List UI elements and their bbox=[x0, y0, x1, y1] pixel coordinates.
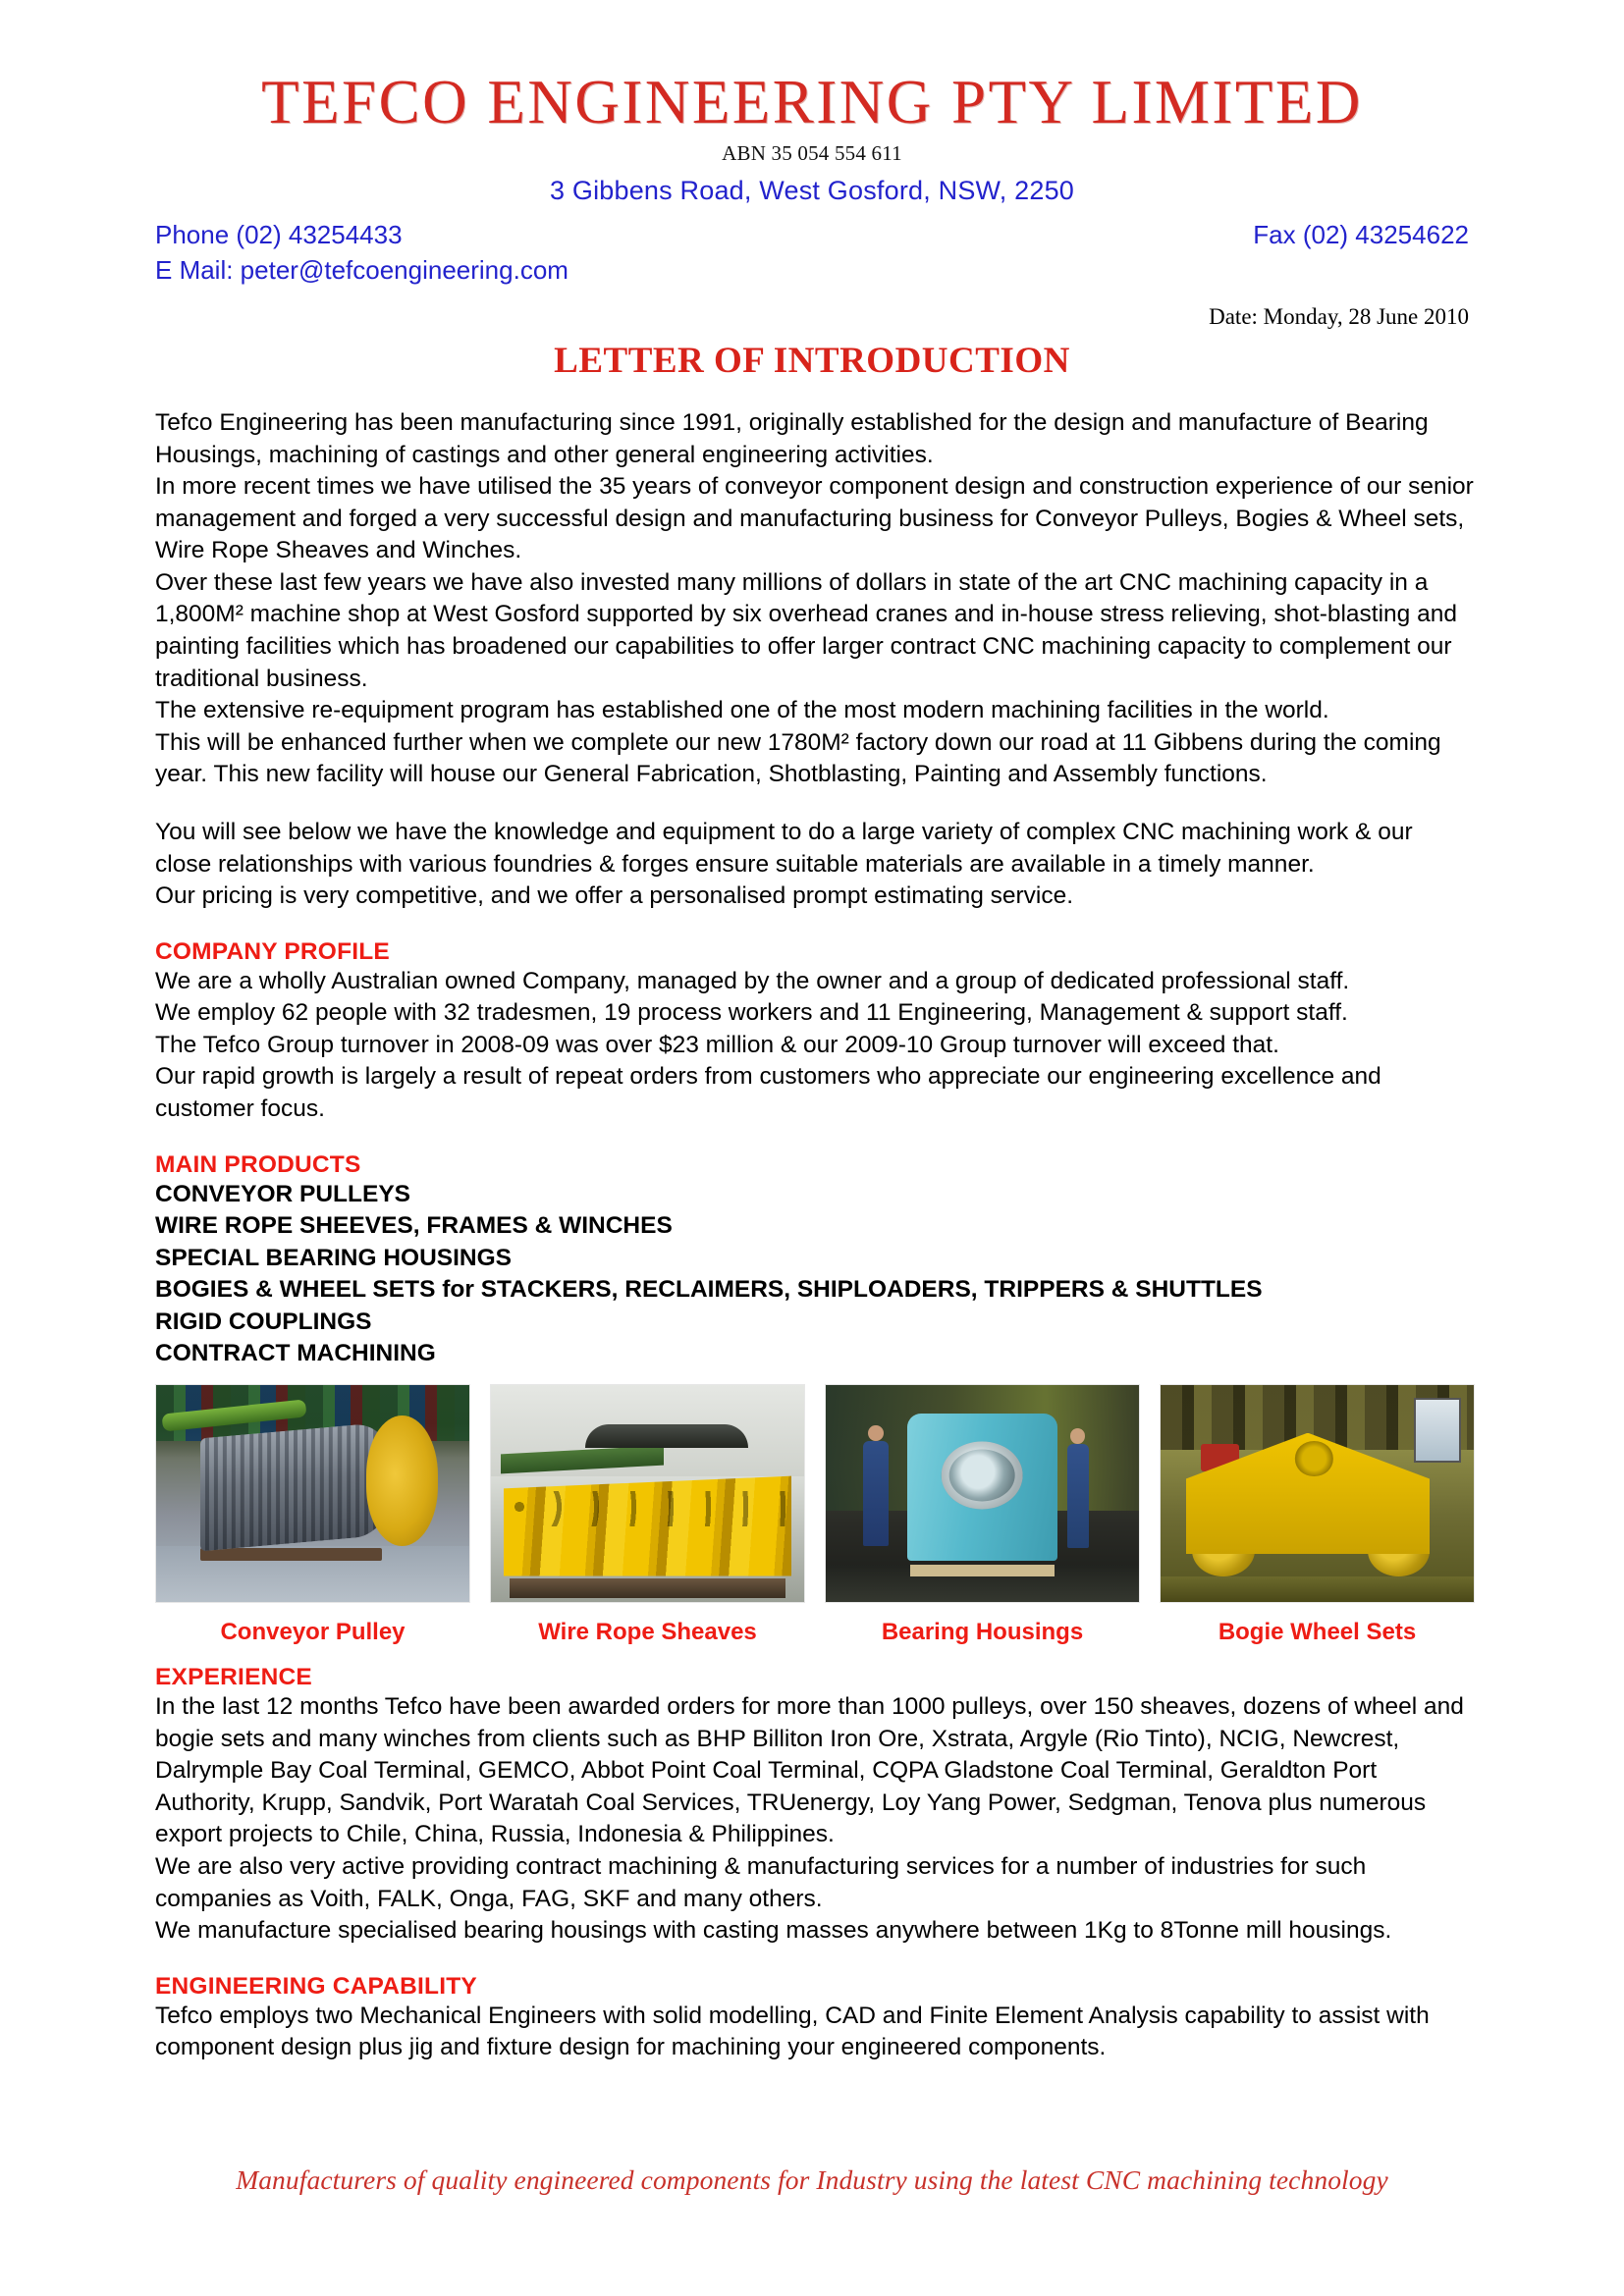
product-item: RIGID COUPLINGS bbox=[155, 1308, 372, 1335]
company-title: TEFCO ENGINEERING PTY LIMITED bbox=[261, 68, 1363, 136]
spacer bbox=[155, 1126, 1475, 1151]
section-heading-engineering-capability: ENGINEERING CAPABILITY bbox=[155, 1972, 477, 2000]
spacer bbox=[155, 791, 1475, 817]
intro-paragraph-3: Over these last few years we have also invested many millions of dollars in state of the art CNC machining capacity in a 1,800M² machine shop at West Gosford supported by six overhead cranes and in-house stress relieving, shot-blasting and painting facilities which has broadened our capabilities to offer larger contract CNC machining capacity to complement our traditional business. bbox=[155, 568, 1457, 692]
spacer bbox=[155, 913, 1475, 938]
section-heading-company-profile: COMPANY PROFILE bbox=[155, 937, 390, 965]
date-line: Date: Monday, 28 June 2010 bbox=[1209, 304, 1469, 329]
company-profile-paragraph-2: We employ 62 people with 32 tradesmen, 19 process workers and 11 Engineering, Management & support staff. bbox=[155, 999, 1348, 1027]
product-item: CONVEYOR PULLEYS bbox=[155, 1180, 411, 1207]
product-item: SPECIAL BEARING HOUSINGS bbox=[155, 1244, 513, 1271]
footer bbox=[0, 2164, 1624, 2196]
photo-cell bbox=[155, 1384, 470, 1646]
document-body bbox=[0, 407, 1624, 2064]
company-profile-paragraph-1: We are a wholly Australian owned Company, managed by the owner and a group of dedicated professional staff. bbox=[155, 967, 1350, 994]
footer-tagline: Manufacturers of quality engineered components for Industry using the latest CNC machining technology bbox=[236, 2164, 1388, 2195]
experience-paragraph-3: We manufacture specialised bearing housings with casting masses anywhere between 1Kg to 8Tonne mill housings. bbox=[155, 1917, 1392, 1945]
photo-cell bbox=[1160, 1384, 1475, 1646]
engineering-capability-paragraph-1: Tefco employs two Mechanical Engineers with solid modelling, CAD and Finite Element Analysis capability to assist with component design plus jig and fixture design for machining your engineered components. bbox=[155, 2002, 1430, 2061]
bogie-wheel-sets-photo bbox=[1160, 1384, 1475, 1603]
wire-rope-sheaves-photo bbox=[490, 1384, 805, 1603]
experience-paragraph-2: We are also very active providing contract machining & manufacturing services for a number of industries for such companies as Voith, FALK, Onga, FAG, SKF and many others. bbox=[155, 1852, 1367, 1912]
product-item: CONTRACT MACHINING bbox=[155, 1340, 436, 1367]
bearing-housings-photo bbox=[825, 1384, 1140, 1603]
abn-line: ABN 35 054 554 611 bbox=[722, 141, 902, 166]
product-item: WIRE ROPE SHEEVES, FRAMES & WINCHES bbox=[155, 1212, 673, 1240]
contact-row bbox=[0, 218, 1624, 289]
intro-paragraph-1: Tefco Engineering has been manufacturing since 1991, originally established for the design and manufacture of Bearing Housings, machining of castings and other general engineering activities. bbox=[155, 409, 1429, 468]
spacer bbox=[155, 1646, 1475, 1664]
intro-paragraph-2: In more recent times we have utilised the 35 years of conveyor component design and construction experience of our senior management and forged a very successful design and manufacturing business for Conveyor Pulleys, Bogies & Wheel sets, Wire Rope Sheaves and Winches. bbox=[155, 473, 1474, 564]
conveyor-pulley-photo bbox=[155, 1384, 470, 1603]
company-profile-paragraph-3: The Tefco Group turnover in 2008-09 was over $23 million & our 2009-10 Group turnover will exceed that. bbox=[155, 1031, 1279, 1058]
intro-paragraph-6: You will see below we have the knowledge and equipment to do a large variety of complex CNC machining work & our close relationships with various foundries & forges ensure suitable materials are available in a timely manner. bbox=[155, 818, 1413, 878]
photo-cell bbox=[825, 1384, 1140, 1646]
contact-left-block bbox=[155, 218, 568, 289]
email-address[interactable]: E Mail: peter@tefcoengineering.com bbox=[155, 255, 568, 286]
intro-paragraph-7: Our pricing is very competitive, and we offer a personalised prompt estimating service. bbox=[155, 882, 1074, 910]
section-heading-main-products: MAIN PRODUCTS bbox=[155, 1150, 361, 1178]
section-heading-experience: EXPERIENCE bbox=[155, 1664, 312, 1691]
intro-paragraph-5: This will be enhanced further when we complete our new 1780M² factory down our road at 11 Gibbens during the coming year. This new facility will house our General Fabrication, Shotblasting, Painting and Assembly functions. bbox=[155, 728, 1441, 788]
photo-caption: Bogie Wheel Sets bbox=[1218, 1619, 1417, 1646]
company-profile-paragraph-4: Our rapid growth is largely a result of repeat orders from customers who appreciate our engineering excellence and customer focus. bbox=[155, 1063, 1381, 1122]
product-photo-strip bbox=[155, 1384, 1475, 1646]
fax-number: Fax (02) 43254622 bbox=[1253, 220, 1469, 250]
photo-caption: Bearing Housings bbox=[881, 1619, 1084, 1646]
intro-paragraph-4: The extensive re-equipment program has established one of the most modern machining facilities in the world. bbox=[155, 697, 1329, 724]
page-title: LETTER OF INTRODUCTION bbox=[554, 341, 1070, 381]
experience-paragraph-1: In the last 12 months Tefco have been awarded orders for more than 1000 pulleys, over 150 sheaves, dozens of wheel and bogie sets and many winches from clients such as BHP Billiton Iron Ore, Xstrata, Argyle (Rio Tinto), NCIG, Newcrest, Dalrymple Bay Coal Terminal, GEMCO, Abbot Point Coal Terminal, CQPA Gladstone Coal Terminal, Geraldton Port Authority, Krupp, Sandvik, Port Waratah Coal Services, TRUenergy, Loy Yang Power, Sedgman, Tenova plus numerous export projects to Chile, China, Russia, Indonesia & Philippines. bbox=[155, 1693, 1464, 1848]
product-item: BOGIES & WHEEL SETS for STACKERS, RECLAIMERS, SHIPLOADERS, TRIPPERS & SHUTTLES bbox=[155, 1276, 1263, 1304]
spacer bbox=[155, 1948, 1475, 1973]
letterhead bbox=[0, 0, 1624, 382]
photo-caption: Wire Rope Sheaves bbox=[538, 1619, 757, 1646]
company-address: 3 Gibbens Road, West Gosford, NSW, 2250 bbox=[549, 176, 1075, 206]
phone-number: Phone (02) 43254433 bbox=[155, 220, 403, 250]
photo-cell bbox=[490, 1384, 805, 1646]
photo-caption: Conveyor Pulley bbox=[220, 1619, 406, 1646]
